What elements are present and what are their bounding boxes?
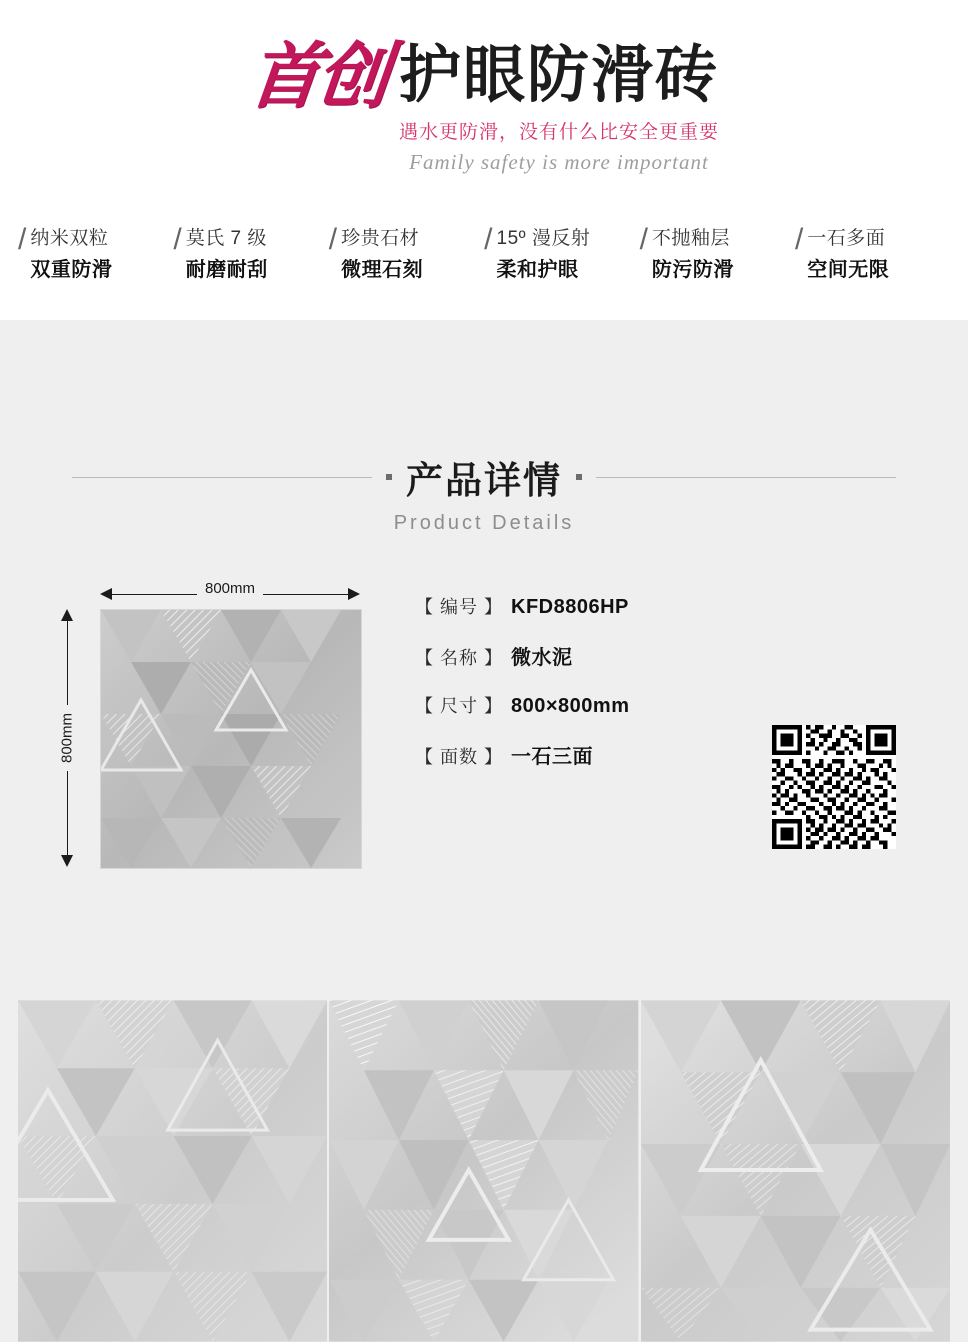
- feature-bottom-label: 微理石刻: [341, 258, 424, 281]
- slash-icon: /: [639, 223, 648, 257]
- dimension-width: [100, 580, 360, 603]
- tile-gallery: [18, 1000, 950, 1342]
- divider-left: [72, 477, 372, 478]
- headline-block: [399, 38, 720, 175]
- spec-value: 800×800mm: [511, 695, 630, 717]
- spec-value: 一石三面: [511, 746, 593, 768]
- spec-row: [415, 692, 629, 718]
- slash-icon: /: [794, 223, 804, 257]
- arrow-right-icon: [348, 588, 360, 600]
- spec-key: 【 尺寸 】: [415, 696, 504, 716]
- subtitle-en: Family safety is more important: [409, 150, 709, 175]
- brand-logo-text: 首创: [244, 34, 390, 118]
- qr-code-icon[interactable]: [772, 725, 896, 849]
- dimension-width-label: 800mm: [197, 580, 263, 597]
- feature-top-label: 不抛釉层: [651, 228, 730, 250]
- gallery-tile-1: [18, 1000, 327, 1342]
- slash-icon: /: [18, 223, 27, 257]
- feature-item: [484, 223, 639, 284]
- feature-item: [18, 223, 173, 284]
- divider-right: [596, 477, 896, 478]
- tile-preview-wrap: [58, 580, 362, 869]
- dimension-height: [58, 609, 76, 867]
- feature-bottom-label: 双重防滑: [30, 258, 113, 281]
- header-banner: [0, 0, 968, 320]
- section-title: [0, 320, 968, 535]
- feature-item: [328, 223, 484, 284]
- spec-key: 【 编号 】: [415, 597, 504, 617]
- dimension-height-label: 800mm: [59, 705, 76, 771]
- feature-top-label: 一石多面: [807, 228, 886, 250]
- spec-value: 微水泥: [511, 647, 573, 669]
- feature-item: [173, 223, 328, 284]
- feature-top-label: 珍贵石材: [341, 228, 420, 250]
- subtitle-cn: 遇水更防滑，没有什么比安全更重要: [399, 121, 720, 144]
- slash-icon: /: [484, 223, 493, 257]
- feature-bottom-label: 空间无限: [807, 258, 890, 281]
- spec-row: [415, 740, 629, 769]
- gallery-tile-3: [641, 1000, 950, 1342]
- gallery-tile-2: [329, 1000, 638, 1342]
- spec-key: 【 名称 】: [415, 648, 504, 668]
- page-title: 护眼防滑砖: [399, 38, 720, 111]
- spec-list: [415, 593, 629, 791]
- spec-row: [415, 593, 629, 619]
- product-details-section: [0, 320, 968, 1342]
- feature-bottom-label: 防污防滑: [651, 258, 734, 281]
- slash-icon: /: [328, 223, 338, 257]
- feature-item: [794, 223, 950, 284]
- dot-right-icon: [576, 474, 582, 480]
- product-detail-block: [0, 580, 968, 905]
- section-title-cn: 产品详情: [406, 459, 562, 502]
- slash-icon: /: [173, 223, 182, 257]
- feature-bottom-label: 柔和护眼: [496, 258, 579, 281]
- feature-top-label: 15º 漫反射: [496, 228, 591, 250]
- spec-key: 【 面数 】: [415, 747, 504, 767]
- dot-left-icon: [386, 474, 392, 480]
- spec-value: KFD8806HP: [511, 596, 629, 618]
- product-tile-image: [100, 609, 362, 869]
- feature-item: [639, 223, 795, 284]
- spec-row: [415, 641, 629, 670]
- feature-top-label: 莫氏 7 级: [185, 228, 267, 250]
- section-title-en: Product Details: [393, 512, 575, 534]
- section-title-row: [0, 450, 968, 504]
- brand-row: [0, 0, 968, 175]
- feature-top-label: 纳米双粒: [30, 228, 109, 250]
- feature-list: [0, 223, 968, 284]
- feature-bottom-label: 耐磨耐刮: [185, 258, 268, 281]
- arrow-down-icon: [61, 855, 73, 867]
